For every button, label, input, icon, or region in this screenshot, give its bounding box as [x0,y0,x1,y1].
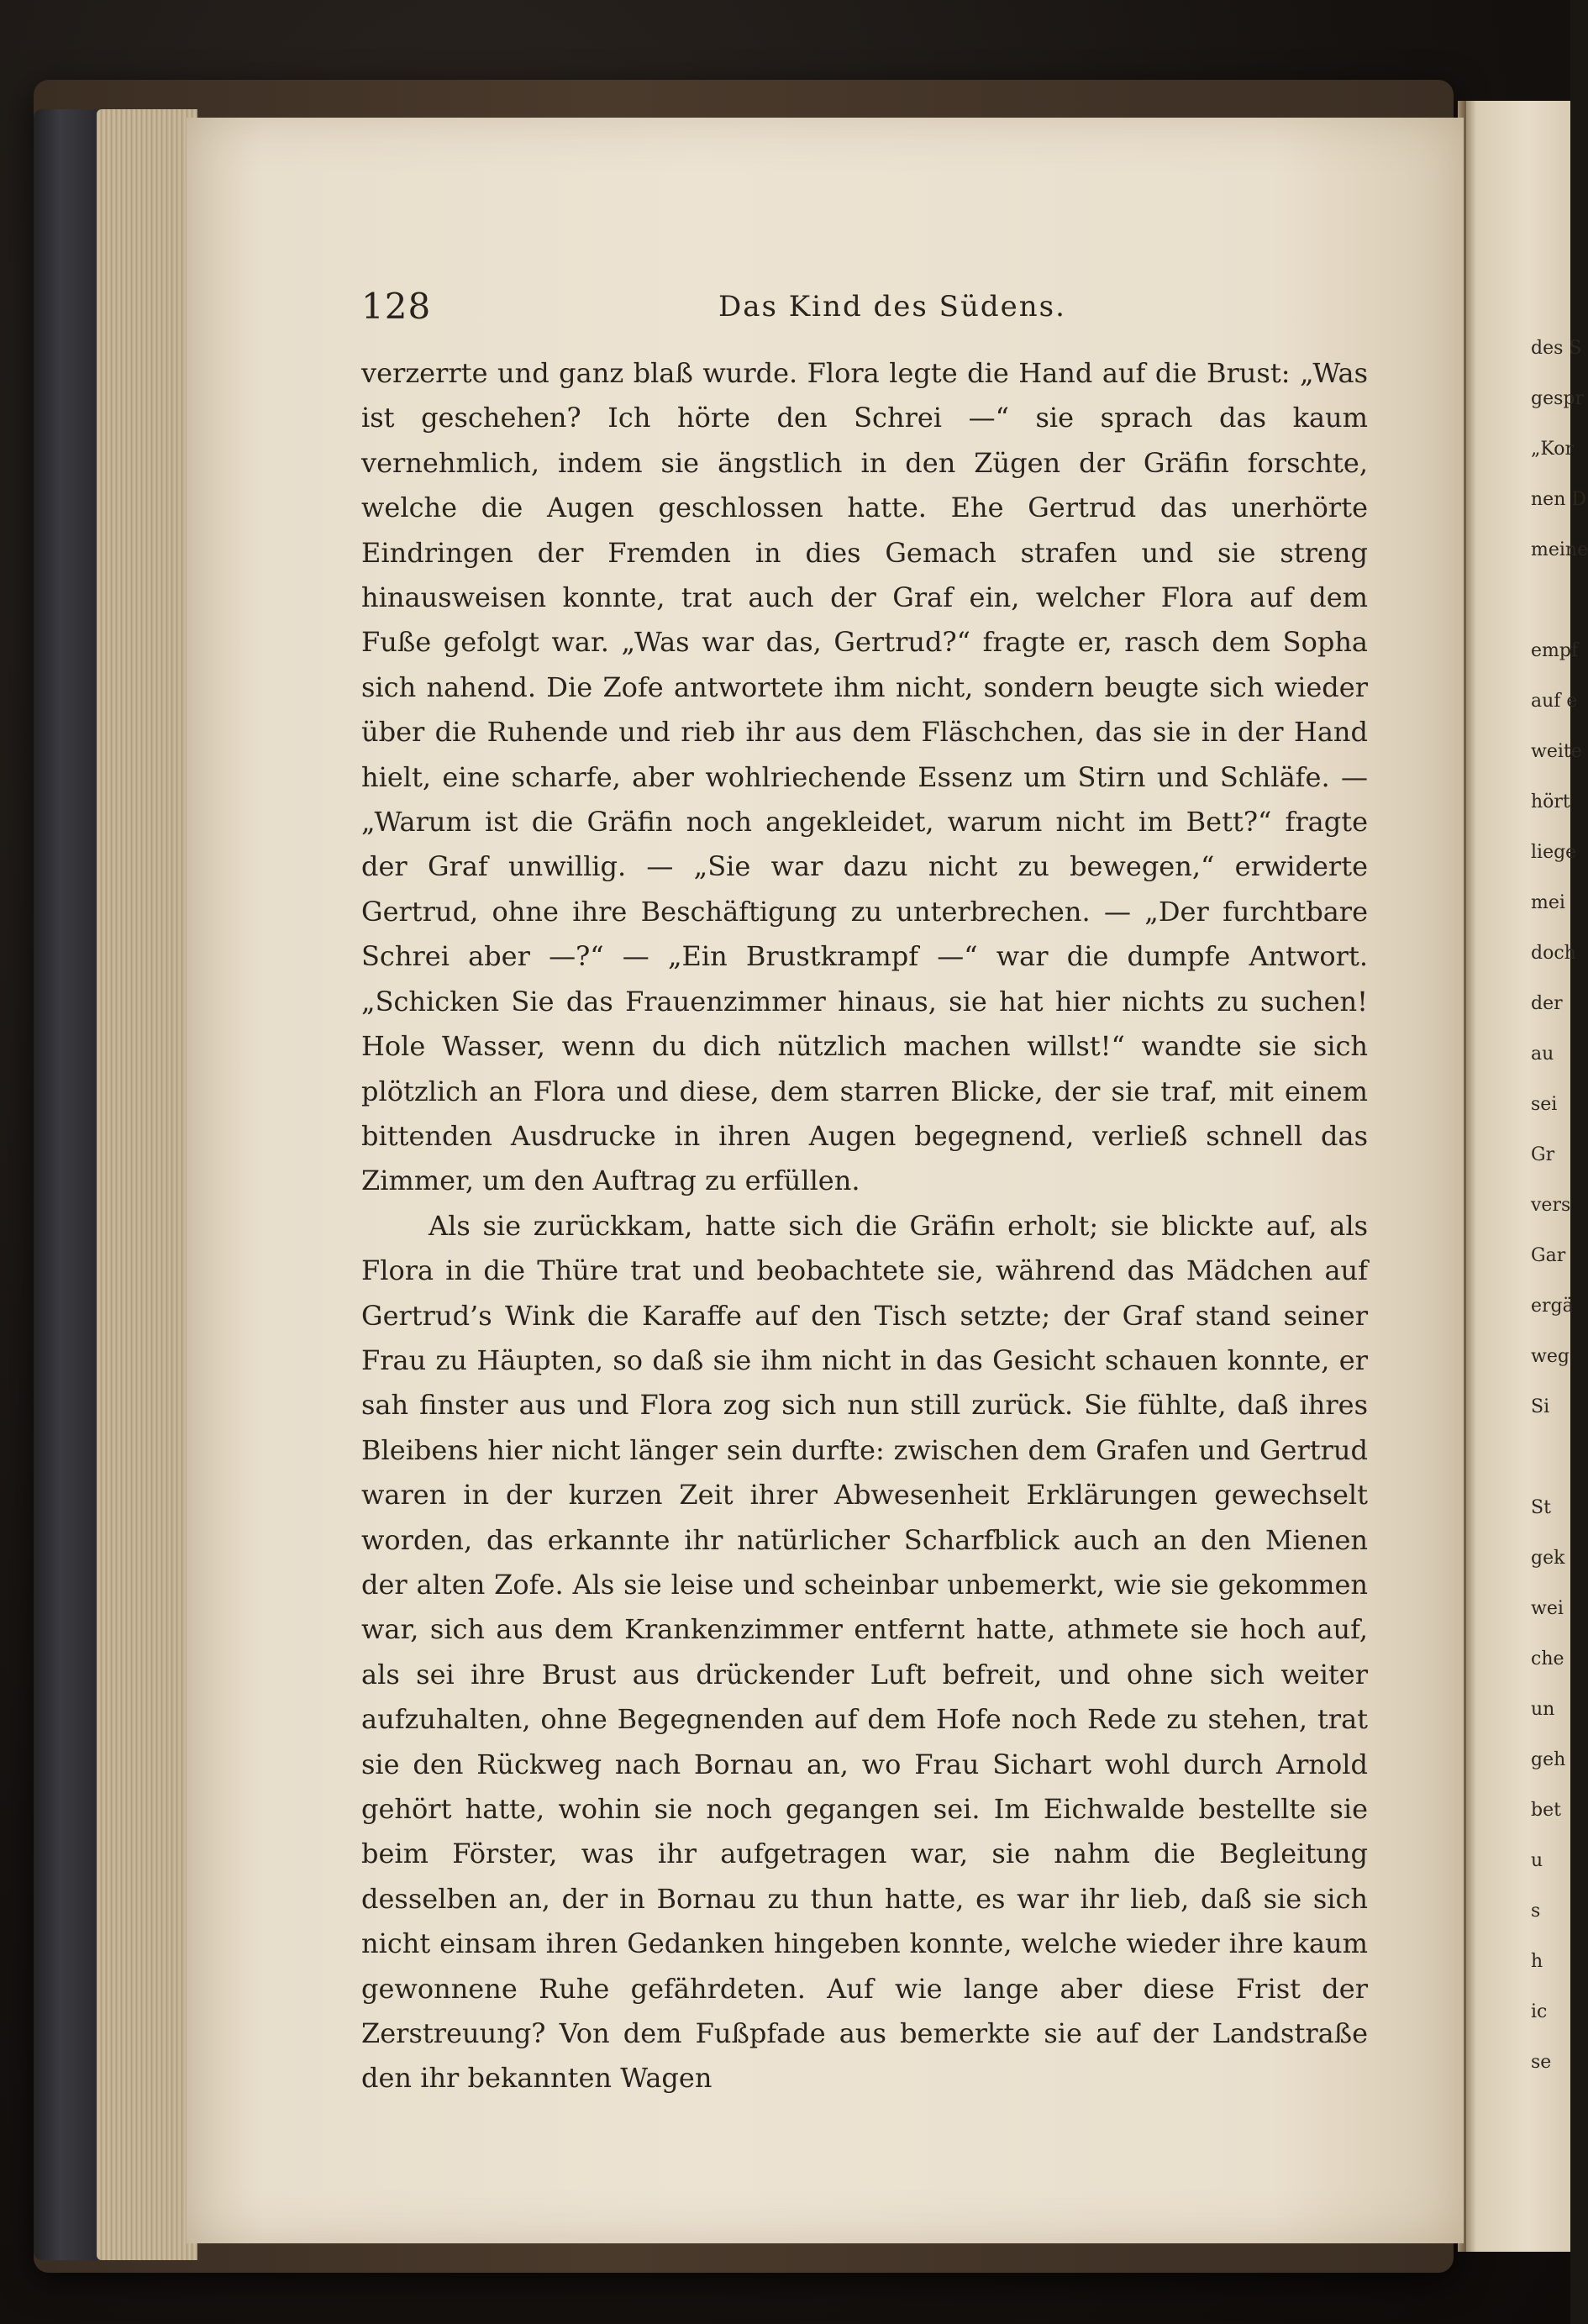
facing-page-fragment: ergä [1531,1296,1574,1317]
facing-page-fragment: hört [1531,791,1570,812]
facing-page-fragment: u [1531,1850,1543,1871]
facing-page-fragment: h [1531,1951,1543,1972]
paragraph: verzerrte und ganz blaß wurde. Flora legte die Hand auf die Brust: „Was ist geschehen? Ich hörte den Schrei —“ sie sprach das kaum vernehmlich, indem sie ängstlich in den Zügen der Gräfin forschte, welche die Augen geschlossen hatte. Ehe Gertrud das unerhörte Eindringen der Fremden in dies Gemach strafen und sie streng hinausweisen konnte, trat auch der Graf ein, welcher Flora auf dem Fuße gefolgt war. „Was war das, Gertrud?“ fragte er, rasch dem Sopha sich nahend. Die Zofe antwortete ihm nicht, sondern beugte sich wieder über die Ruhende und rieb ihr aus dem Fläschchen, das sie in der Hand hielt, eine scharfe, aber wohlriechende Essenz um Stirn und Schläfe. — „Warum ist die Gräfin noch angekleidet, warum nicht im Bett?“ fragte der Graf unwillig. — „Sie war dazu nicht zu bewegen,“ erwiderte Gertrud, ohne ihre Beschäftigung zu unterbrechen. — „Der furchtbare Schrei aber —?“ — „Ein Brustkrampf —“ war die dumpfe Antwort. „Schicken Sie das Frauenzimmer hinaus, sie hat hier nichts zu suchen! Hole Wasser, wenn du dich nützlich machen willst!“ wandte sie sich plötzlich an Flora und diese, dem starren Blicke, der sie traf, mit einem bittenden Ausdrucke in ihren Augen begegnend, verließ schnell das Zimmer, um den Auftrag zu erfüllen. [361,357,1368,1197]
facing-page-fragment: St [1531,1497,1551,1518]
facing-page-fragment: bet [1531,1800,1561,1821]
facing-page-fragment: gek [1531,1548,1565,1569]
facing-page-fragment: sei [1531,1094,1558,1115]
paragraph: Als sie zurückkam, hatte sich die Gräfin erholt; sie blickte auf, als Flora in die Thüre trat und beobachtete sie, während das Mädchen auf Gertrud’s Wink die Karaffe auf den Tisch setzte; der Graf stand seiner Frau zu Häupten, so daß sie ihm nicht in das Gesicht schauen konnte, er sah finster aus und Flora zog sich nun still zurück. Sie fühlte, daß ihres Bleibens hier nicht länger sein durfte: zwischen dem Grafen und Gertrud waren in der kurzen Zeit ihrer Abwesenheit Erklärungen gewechselt worden, das erkannte ihr natürlicher Scharfblick auch an den Mienen der alten Zofe. Als sie leise und scheinbar unbemerkt, wie sie gekommen war, sich aus dem Krankenzimmer entfernt hatte, athmete sie hoch auf, als sei ihre Brust aus drückender Luft befreit, und ohne sich weiter aufzuhalten, ohne Begegnenden auf dem Hofe noch Rede zu stehen, trat sie den Rückweg nach Bornau an, wo Frau Sichart wohl durch Arnold gehört hatte, wohin sie noch gegangen sei. Im Eichwalde bestellte sie beim Förster, was ihr aufgetragen war, sie nahm die Begleitung desselben an, der in Bornau zu thun hatte, es war ihr lieb, daß sie sich nicht einsam ihren Gedanken hingeben konnte, welche wieder ihre kaum gewonnene Ruhe gefährdeten. Auf wie lange aber diese Frist der Zerstreuung? Von dem Fußpfade aus bemerkte sie auf der Landstraße den ihr bekannten Wagen [361,1209,1368,2095]
page-edges [97,109,197,2260]
facing-page-fragment: ic [1531,2001,1548,2022]
page-number: 128 [361,286,432,327]
facing-page-fragment: weite [1531,741,1582,762]
facing-page-fragment: se [1531,2052,1552,2073]
facing-page-fragment: meine [1531,539,1588,560]
facing-page-fragment: mei [1531,892,1565,913]
running-head: Das Kind des Südens. [718,290,1066,323]
facing-page-fragment [1531,576,1573,626]
body-text [361,351,1368,2101]
facing-page-fragment: Si [1531,1396,1550,1417]
facing-page-text [1531,323,1588,2088]
facing-page-fragment: wei [1531,1598,1564,1619]
facing-page-fragment: vers [1531,1195,1571,1216]
facing-page-fragment: der [1531,993,1563,1014]
facing-page-fragment: „Kor [1531,439,1575,460]
facing-page-fragment: liege [1531,842,1577,863]
book-spine [34,109,101,2260]
facing-page-fragment: che [1531,1648,1564,1669]
facing-page-fragment: gespr [1531,388,1584,409]
facing-page-fragment: empf [1531,640,1579,661]
facing-page-fragment: Gar [1531,1245,1566,1266]
facing-page-fragment: s [1531,1901,1541,1922]
facing-page-fragment: geh [1531,1749,1566,1770]
facing-page-fragment: auf e [1531,691,1578,712]
facing-page-fragment [1531,1433,1573,1483]
facing-page-fragment: doch [1531,943,1576,964]
facing-page-fragment: Gr [1531,1144,1555,1165]
facing-page-fragment: des S [1531,338,1582,359]
facing-page-fragment: weg [1531,1346,1570,1367]
facing-page-fragment: un [1531,1699,1555,1720]
facing-page-fragment: au [1531,1044,1554,1065]
facing-page-fragment: nen D [1531,489,1586,510]
